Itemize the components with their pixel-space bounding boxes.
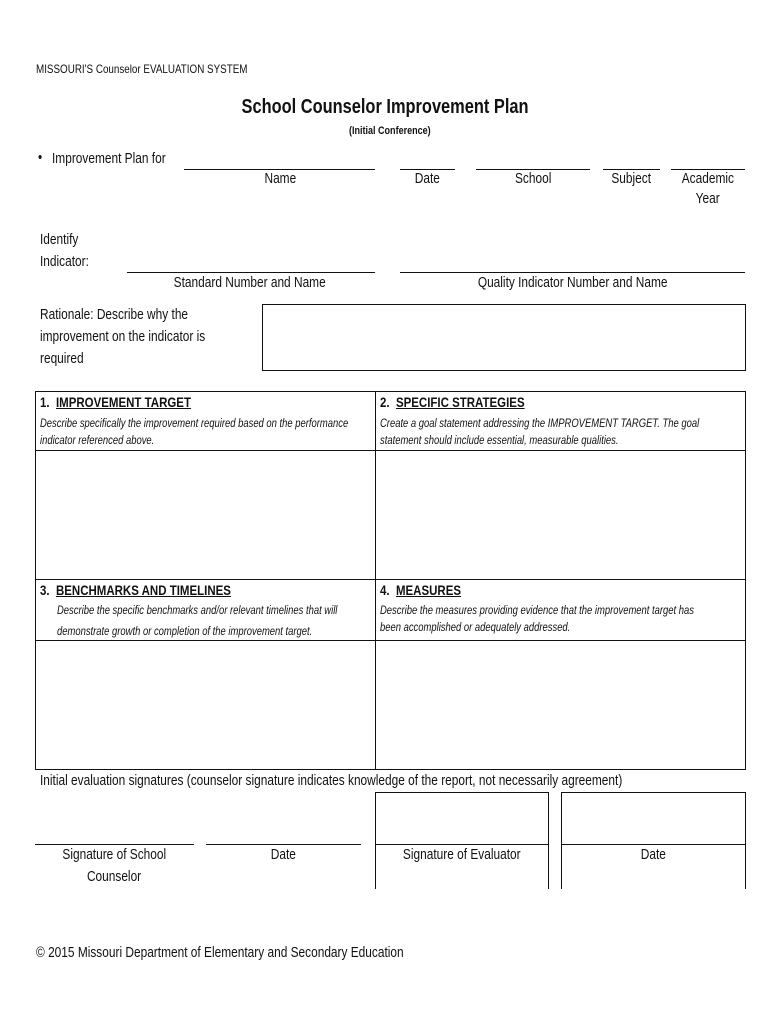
copyright-footer: © 2015 Missouri Department of Elementary and Secondary Education bbox=[36, 945, 404, 961]
name-caption: Name bbox=[264, 171, 296, 187]
grid-rule-2 bbox=[35, 579, 746, 580]
signatures-intro: Initial evaluation signatures (counselor signature indicates knowledge of the report, not necessarily agreement) bbox=[40, 773, 623, 789]
section-2-heading: 2. SPECIFIC STRATEGIES bbox=[380, 394, 525, 410]
counselor-signature-caption-2: Counselor bbox=[87, 869, 142, 885]
benchmarks-input[interactable] bbox=[36, 641, 374, 769]
evaluator-signature-box[interactable] bbox=[375, 792, 549, 889]
rationale-label-3: required bbox=[40, 351, 84, 367]
improvement-target-input[interactable] bbox=[36, 451, 374, 578]
school-field[interactable] bbox=[476, 169, 590, 170]
section-3-description-2: demonstrate growth or completion of the improvement target. bbox=[57, 626, 313, 638]
evaluator-signature-line bbox=[375, 844, 549, 845]
year-caption: Year bbox=[695, 191, 721, 207]
rationale-label-2: improvement on the indicator is bbox=[40, 329, 206, 345]
name-field[interactable] bbox=[184, 169, 375, 170]
section-2-description: Create a goal statement addressing the IMPROVEMENT TARGET. The goal statement should include essential, measurable qualities. bbox=[380, 418, 700, 447]
date-field[interactable] bbox=[400, 169, 455, 170]
counselor-date-line[interactable] bbox=[206, 844, 361, 845]
evaluator-signature-caption: Signature of Evaluator bbox=[403, 847, 521, 863]
bullet: • bbox=[38, 150, 43, 166]
section-1-description: Describe specifically the improvement required based on the performance indicator referenced above. bbox=[40, 418, 349, 447]
date-caption: Date bbox=[414, 171, 440, 187]
evaluator-date-box[interactable] bbox=[561, 792, 746, 889]
standard-caption: Standard Number and Name bbox=[173, 275, 327, 291]
rationale-label-1: Rationale: Describe why the bbox=[40, 307, 189, 323]
counselor-signature-caption-1: Signature of School bbox=[62, 847, 167, 863]
section-1-heading: 1. IMPROVEMENT TARGET bbox=[40, 394, 191, 410]
rationale-box[interactable] bbox=[262, 304, 746, 371]
system-name: MISSOURI'S Counselor EVALUATION SYSTEM bbox=[36, 62, 248, 76]
school-caption: School bbox=[514, 171, 552, 187]
page-subtitle: (Initial Conference) bbox=[349, 125, 431, 137]
standard-field[interactable] bbox=[127, 272, 375, 273]
specific-strategies-input[interactable] bbox=[376, 451, 745, 578]
evaluator-date-line bbox=[561, 844, 746, 845]
quality-caption: Quality Indicator Number and Name bbox=[477, 275, 668, 291]
measures-input[interactable] bbox=[376, 641, 745, 769]
subject-caption: Subject bbox=[611, 171, 651, 187]
academic-caption: Academic bbox=[681, 171, 735, 187]
section-3-heading: 3. BENCHMARKS AND TIMELINES bbox=[40, 582, 231, 598]
counselor-signature-line[interactable] bbox=[35, 844, 194, 845]
section-3-description-1: Describe the specific benchmarks and/or relevant timelines that will bbox=[57, 605, 338, 617]
section-4-description: Describe the measures providing evidence that the improvement target has been accomplished or adequately addressed. bbox=[380, 605, 694, 634]
evaluator-date-caption: Date bbox=[640, 847, 667, 863]
page-title: School Counselor Improvement Plan bbox=[241, 96, 529, 118]
subject-field[interactable] bbox=[603, 169, 660, 170]
section-4-heading: 4. MEASURES bbox=[380, 582, 462, 598]
quality-indicator-field[interactable] bbox=[400, 272, 745, 273]
identify-label: Identify bbox=[40, 232, 79, 248]
indicator-label: Indicator: bbox=[40, 254, 89, 270]
academic-year-field[interactable] bbox=[671, 169, 745, 170]
improvement-plan-for-label: Improvement Plan for bbox=[52, 151, 166, 167]
counselor-date-caption: Date bbox=[270, 847, 297, 863]
